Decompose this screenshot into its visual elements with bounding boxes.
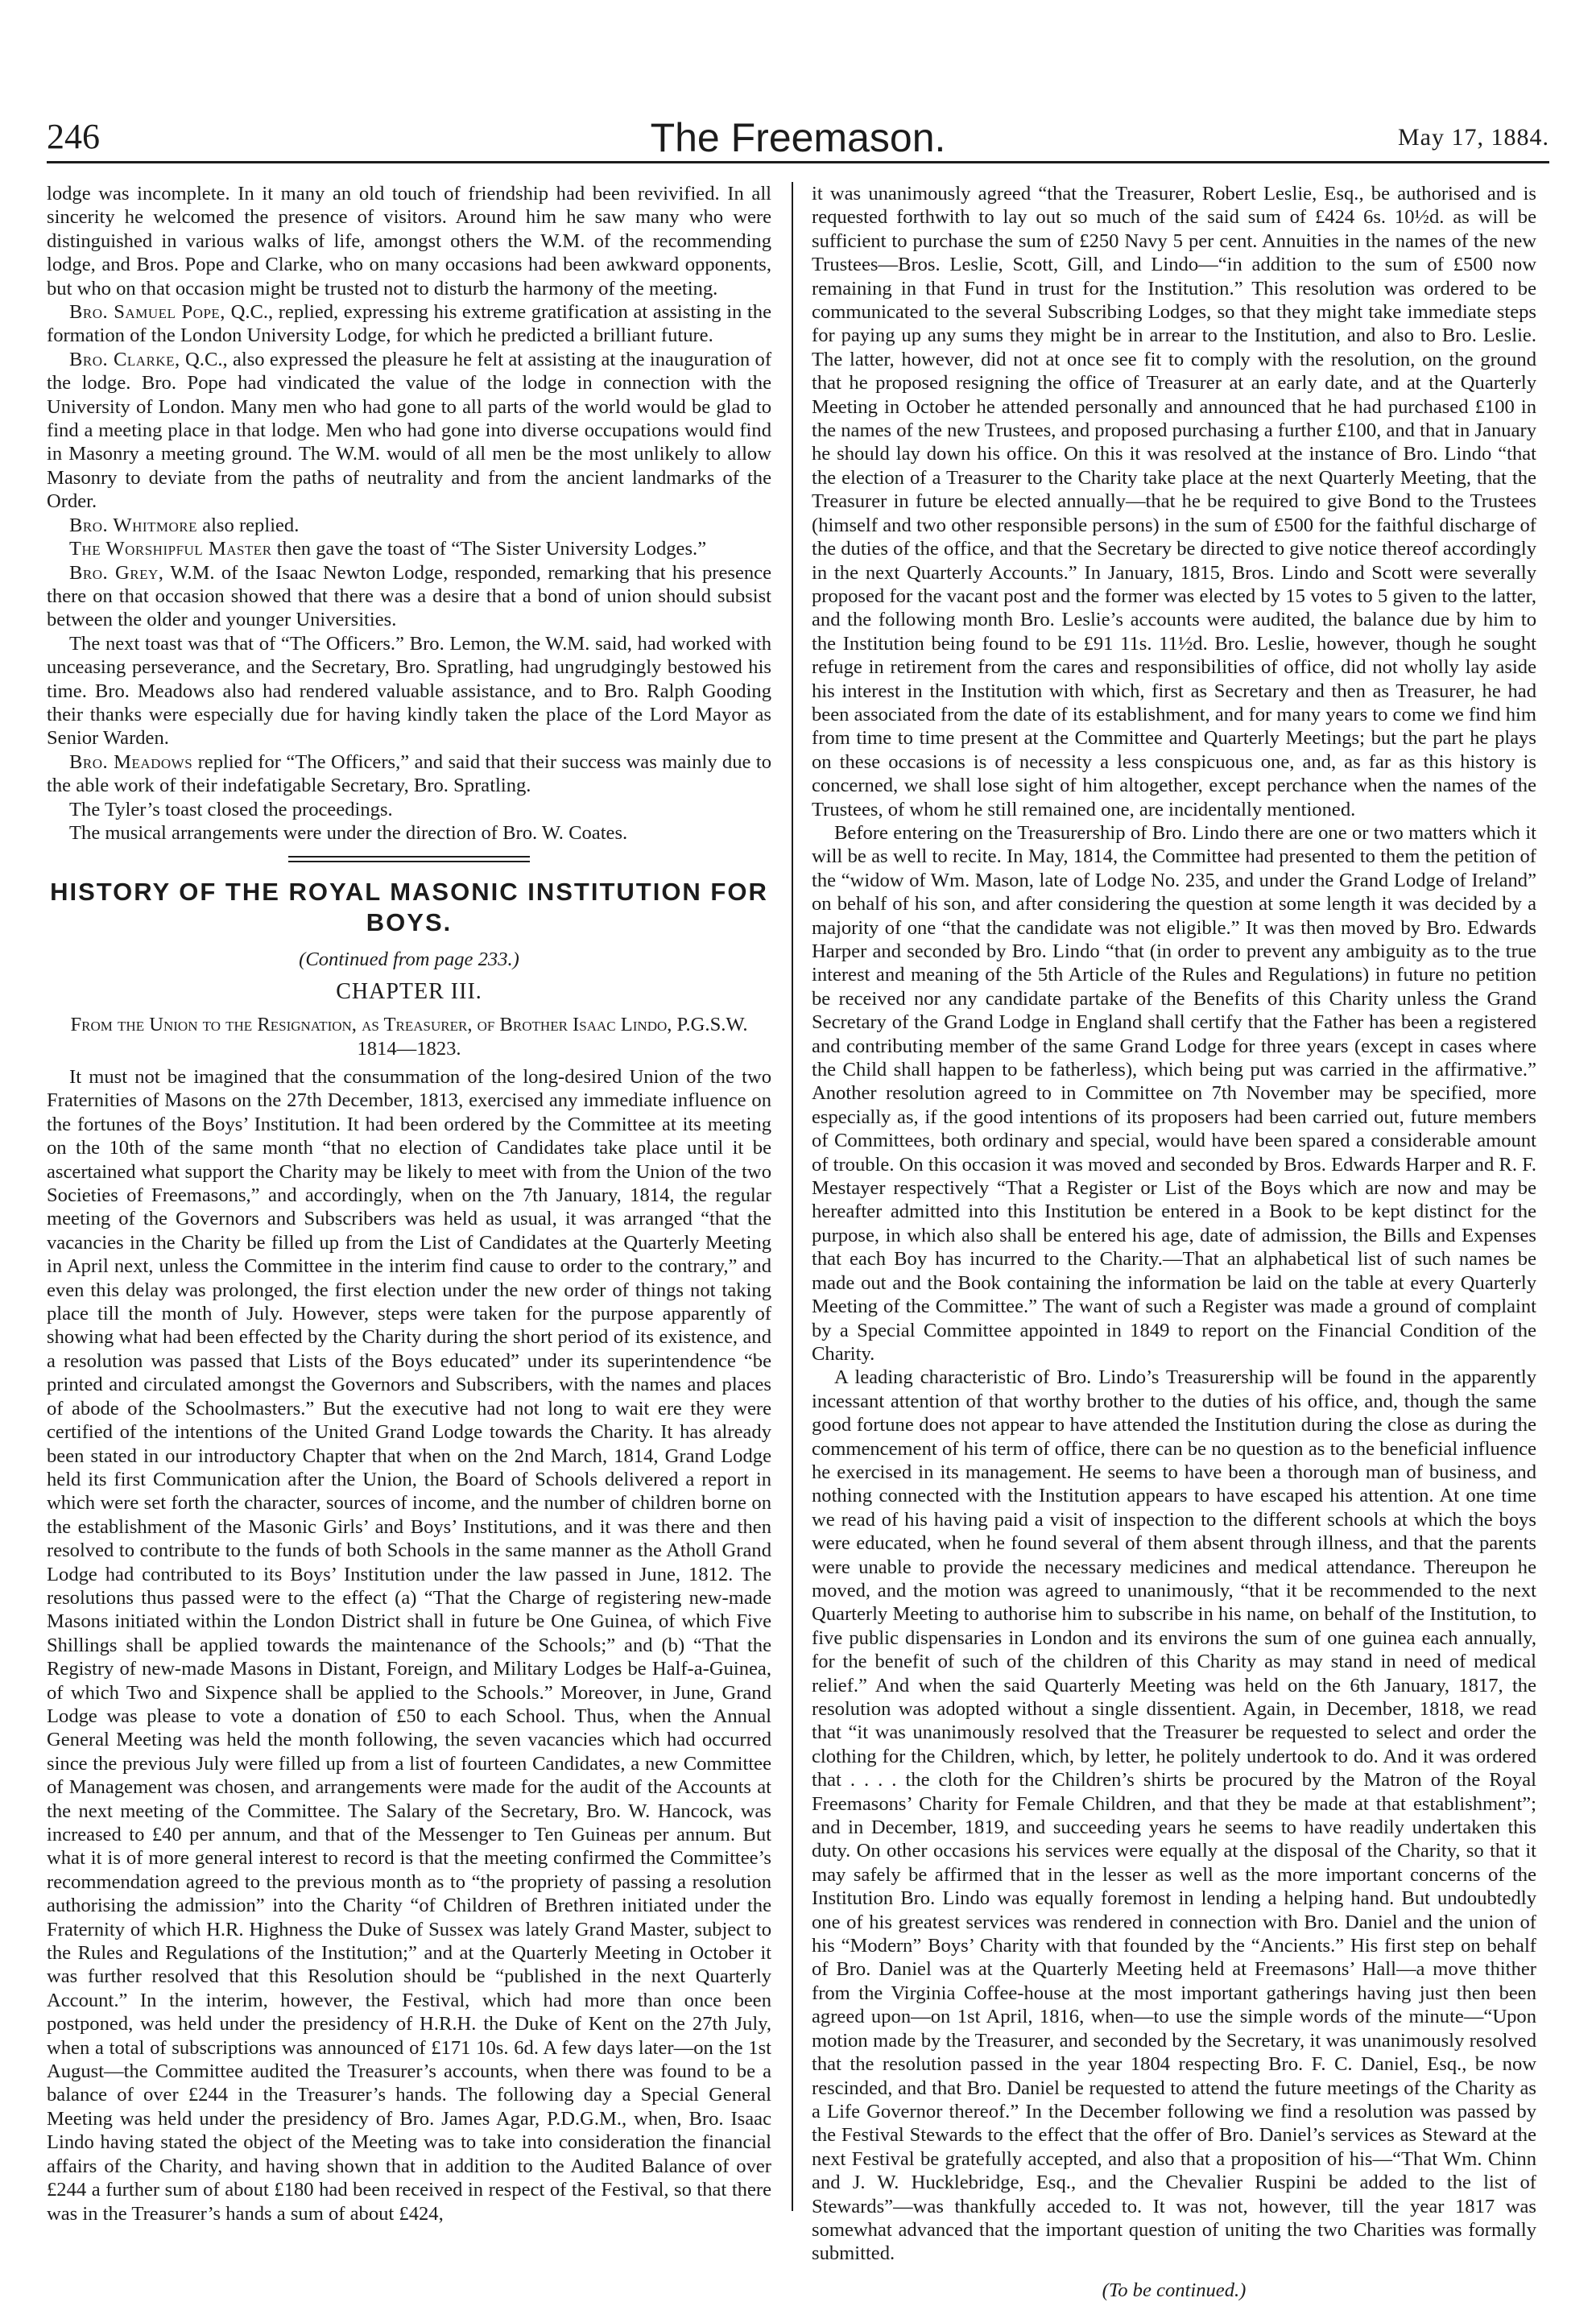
paragraph: it was unanimously agreed “that the Treasurer, Robert Leslie, Esq., be authorised and is requested forthwith to lay out so much of the said sum of £424 6s. 10½d. as will be sufficient to purchase the sum of £250 Navy 5 per cent. Annuities in the names of the new Trustees—Bros. Leslie, Scott, Gill, and Lindo—“in addition to the sum of £500 now remaining in that Fund in trust for the Institution.” This resolution was ordered to be communicated to the several Subscribing Lodges, so that they might take immediate steps for paying up any sums they might be in arrear to the Institution, and also to Bro. Leslie. The latter, however, did not at once see fit to comply with the resolution, on the ground that he proposed resigning the office of Treasurer at an early date, and at the Quarterly Meeting in October he attended personally and announced that he had purchased £100 in the names of the new Trustees, and proposed purchasing a further £100, and that in January he should lay down his office. On this it was resolved at the instance of Bro. Lindo “that the election of a Treasurer to the Charity take place at the next Quarterly Meeting, that the Treasurer in future be elected annually—that he be required to give Bond to the Trustees (himself and two other responsible persons) in the sum of £500 for the faithful discharge of the duties of the office, and that the Secretary be directed to give notice thereof accordingly in the next Quarterly Accounts.” In January, 1815, Bros. Lindo and Scott were severally proposed for the vacant post and the former was elected by 15 votes to 5 given to the latter, and the following month Bro. Leslie’s accounts were audited, the balance due by him to the Institution being found to be £91 11s. 11½d. Bro. Leslie, however, though he sought refuge in retirement from the cares and responsibilities of office, did not wholly lay aside his interest in the Institution with which, first as Secretary and then as Treasurer, he had been associated from the date of its establishment, and for many years to come we find him from time to time present at the Committee and Quarterly Meetings; but the part he plays on these occasions is of necessity a less conspicuous one, and, as far as this history is concerned, we shall lose sight of him altogether, except perchance when the names of the Trustees, of whom he still remained one, are incidentally mentioned. bbox=[812, 183, 1536, 820]
chapter-heading: CHAPTER III. bbox=[336, 978, 482, 1004]
right-column bbox=[812, 182, 1536, 2301]
to-be-continued: (To be continued.) bbox=[1102, 2279, 1247, 2301]
speaker-name: Bro. Meadows bbox=[69, 750, 193, 773]
paragraph: The Tyler’s toast closed the proceedings. bbox=[69, 798, 393, 820]
paragraph-text: replied for “The Officers,” and said that their success was mainly due to the able work of their indefatigable Secretary, Bro. Spratling. bbox=[47, 750, 771, 797]
speaker-name: The Worshipful Master bbox=[69, 538, 272, 560]
paragraph: It must not be imagined that the consummation of the long-desired Union of the two Fraternities of Masons on the 27th December, 1813, exercised any immediate influence on the fortunes of the Boys’ Institution. It had been ordered by the Committee at its meeting on the 10th of the same month “that no election of Candidates take place until it be ascertained what support the Charity may be likely to meet with from the Union of the two Societies of Freemasons,” and accordingly, when on the 7th January, 1814, the regular meeting of the Governors and Subscribers was held as usual, it was arranged “that the vacancies in the Charity be filled up from the List of Candidates at the Quarterly Meeting in April next, unless the Committee in the interim find cause to order to the contrary,” and even this delay was prolonged, the first election under the new order of things not taking place till the month of July. However, steps were taken for the purpose apparently of showing what had been effected by the Charity during the short period of its existence, and a resolution was passed that Lists of the Boys educated” under its superintendence “be printed and circulated amongst the Governors and Subscribers, with the names and places of abode of the Schoolmasters.” But the executive had not long to wait ere they were certified of the intentions of the United Grand Lodge towards the Charity. It has already been stated in our introductory Chapter that when on the 2nd March, 1814, Grand Lodge held its first Communication after the Union, the Board of Schools delivered a report in which were set forth the character, sources of income, and the number of children borne on the establishment of the Masonic Girls’ and Boys’ Institutions, and it was there and then resolved to contribute to the funds of both Schools in the same manner as the Atholl Grand Lodge had contributed to its Boys’ Institution under the law passed in June, 1812. The resolutions thus passed were to the effect (a) “That the Charge of registering new-made Masons initiated within the London District shall in future be One Guinea, of which Five Shillings shall be applied towards the maintenance of the Schools;” and (b) “That the Registry of new-made Masons in Distant, Foreign, and Military Lodges be Half-a-Guinea, of which Two and Sixpence shall be applied to the Schools.” Moreover, in June, Grand Lodge was please to vote a donation of £50 to each School. Thus, when the Annual General Meeting was held the month following, the seven vacancies which had occurred since the previous July were filled up from a list of fourteen Candidates, a new Committee of Management was chosen, and arrangements were made for the audit of the Accounts at the next meeting of the Committee. The Salary of the Secretary, Bro. W. Hancock, was increased to £40 per annum, and that of the Messenger to Ten Guineas per annum. But what it is of more general interest to record is that the meeting confirmed the Committee’s recommendation agreed to the previous month as to “the propriety of passing a resolution authorising the admission” into the Charity “of Children of Brethren initiated under the Fraternity of which H.R. Highness the Duke of Sussex was lately Grand Master, subject to the Rules and Regulations of the Institution;” and at the Quarterly Meeting in October it was further resolved that this Resolution should be “published in the next Quarterly Account.” In the interim, however, the Festival, which had more than once been postponed, was held under the presidency of H.R.H. the Duke of Kent on the 27th July, when a total of subscriptions was announced of £171 10s. 6d. A few days later—on the 1st August—the Committee audited the Treasurer’s accounts, when there was found to be a balance of over £244 in the Treasurer’s hands. The following day a Special General Meeting was held under the presidency of Bro. James Agar, P.D.G.M., when, Bro. Isaac Lindo having stated the object of the Meeting was to take into consideration the financial affairs of the Charity, and having shown that in addition to the Audited Balance of over £244 a further sum of about £180 had been received in respect of the Festival, so that there was in the Treasurer’s hands a sum of about £424, bbox=[47, 1066, 771, 2225]
article-title: HISTORY OF THE ROYAL MASONIC INSTITUTION FOR BOYS. bbox=[50, 878, 768, 937]
paragraph bbox=[47, 537, 771, 560]
chapter-subtitle: From the Union to the Resignation, as Treasurer, of Brother Isaac Lindo, P.G.S.W. 1814—1823. bbox=[70, 1014, 748, 1060]
speaker-name: Bro. Samuel Pope, bbox=[69, 301, 225, 324]
paragraph bbox=[47, 750, 771, 798]
issue-date: May 17, 1884. bbox=[1398, 124, 1549, 151]
section-divider bbox=[288, 861, 530, 862]
speaker-name: Bro. Clarke, bbox=[69, 348, 180, 370]
paragraph-text: Q.C., also expressed the pleasure he felt at assisting at the inauguration of the lodge. Bro. Pope had vindicated the value of the lodge in connection with the University of London. Many men who had gone to all parts of the world would be glad to find a meeting place in that lodge. Men who had gone into diverse occupations would find in Masonry a meeting ground. The W.M. would of all men be the most unlikely to allow Masonry to deviate from the paths of neutrality and from the ancient landmarks of the Order. bbox=[47, 348, 772, 513]
paragraph-text: then gave the toast of “The Sister University Lodges.” bbox=[276, 538, 707, 560]
paragraph: A leading characteristic of Bro. Lindo’s Treasurership will be found in the apparently incessant attention of that worthy brother to the duties of his office, and, though the same good fortune does not appear to have attended the Institution during the close as during the commencement of his term of office, there can be no question as to the beneficial influence he exercised in its management. He seems to have been a thorough man of business, and nothing connected with the Institution appears to have escaped his attention. At one time we read of his having paid a visit of inspection to the different schools at which the boys were educated, when he found several of them absent through illness, and that the parents were unable to provide the necessary medicines and medical attendance. Thereupon he moved, and the motion was agreed to unanimously, “that it be recommended to the next Quarterly Meeting to authorise him to subscribe in his name, on behalf of the Institution, to five public dispensaries in London and its environs the sum of one guinea each annually, for the benefit of such of the children of this Charity as may stand in need of medical relief.” And when the said Quarterly Meeting was held on the 6th January, 1817, the resolution was adopted without a single dissentient. Again, in December, 1818, we read that “it was unanimously resolved that the Treasurer be requested to select and order the clothing for the Children, which, by letter, he politely undertook to do. And it was ordered that . . . . the cloth for the Children’s shirts be procured by the Matron of the Royal Freemasons’ Charity for Female Children, and that they be made at that establishment”; and in December, 1819, and succeeding years he seems to have readily undertaken this duty. On other occasions his services were equally at the disposal of the Charity, so that it may safely be affirmed that in the lesser as well as the more important concerns of the Institution Bro. Lindo was equally foremost in lending a helping hand. But undoubtedly one of his greatest services was rendered in connection with Bro. Daniel and the union of his “Modern” Boys’ Charity with that founded by the “Ancients.” His first step on behalf of Bro. Daniel was at the Quarterly Meeting held at Freemasons’ Hall—a move thither from the Virginia Coffee-house at the most important gatherings having just then been agreed upon—on 1st April, 1816, when—to use the simple words of the minute—“Upon motion made by the Treasurer, and seconded by the Secretary, it was unanimously resolved that the resolution passed in the year 1804 respecting Bro. F. C. Daniel, Esq., be now rescinded, and that Bro. Daniel be requested to attend the future meetings of the Charity as a Life Governor thereof.” In the December following we find a resolution was passed by the Festival Stewards to the effect that the offer of Bro. Daniel’s services as Steward at the next Festival be gratefully accepted, and also that a proposition of his—“That Wm. Chinn and J. W. Hucklebridge, Esq., and the Chevalier Ruspini be added to the list of Stewards”—was thankfully acceded to. It was not, however, till the year 1817 was somewhat advanced that the important question of uniting the two Charities was formally submitted. bbox=[812, 1366, 1536, 2265]
page-number: 246 bbox=[47, 117, 100, 156]
continued-note: (Continued from page 233.) bbox=[299, 948, 519, 971]
section-divider bbox=[288, 856, 530, 858]
paragraph-text: W.M. of the Isaac Newton Lodge, responded, remarking that his presence there on that occasion showed that there was a desire that a bond of union should subsist between the older and younger Universities. bbox=[47, 561, 771, 631]
paragraph: lodge was incomplete. In it many an old touch of friendship had been revivified. In all sincerity he welcomed the presence of visitors. Around him he saw many who were distinguished in various walks of life, amongst others the W.M. of the recommending lodge, and Bros. Pope and Clarke, who on many occasions had been awkward opponents, but who on that occasion might be trusted not to disturb the harmony of the meeting. bbox=[47, 183, 771, 300]
paragraph-text: also replied. bbox=[202, 514, 300, 536]
paragraph bbox=[47, 561, 771, 632]
speaker-name: Bro. Grey, bbox=[69, 561, 164, 584]
left-column bbox=[47, 182, 772, 2225]
paragraph-text: Q.C., replied, expressing his extreme gratification at assisting in the formation of the London University Lodge, for which he predicted a brilliant future. bbox=[47, 301, 771, 347]
paragraph bbox=[47, 300, 771, 348]
paragraph bbox=[47, 348, 771, 514]
paragraph bbox=[47, 514, 771, 537]
paragraph: The next toast was that of “The Officers.” Bro. Lemon, the W.M. said, had worked with unceasing perseverance, and the Secretary, Bro. Spratling, had ungrudgingly bestowed his time. Bro. Meadows also had rendered valuable assistance, and to Bro. Ralph Gooding their thanks were especially due for having kindly taken the place of the Lord Mayor as Senior Warden. bbox=[47, 632, 771, 750]
paragraph: The musical arrangements were under the direction of Bro. W. Coates. bbox=[69, 821, 628, 844]
newspaper-masthead: The Freemason. bbox=[650, 115, 946, 160]
speaker-name: Bro. Whitmore bbox=[69, 514, 198, 536]
paragraph: Before entering on the Treasurership of Bro. Lindo there are one or two matters which it will be as well to recite. In May, 1814, the Committee had presented to them the petition of the “widow of Wm. Mason, late of Lodge No. 235, and under the Grand Lodge of Ireland” on behalf of his son, and after considering the question at some length it was decided by a majority of one “that the candidate was not eligible.” It was then moved by Bro. Edwards Harper and seconded by Bro. Lindo “that (in order to prevent any ambiguity as to the true interest and meaning of the 5th Article of the Rules and Regulations) in future no petition be received nor any candidate partake of the Benefits of this Charity unless the Grand Secretary of the Grand Lodge in England shall certify that the Father has been a registered and contributing member of the same Grand Lodge for three years (except in cases where the Child shall happen to be fatherless), which being put was carried in the affirmative.” Another resolution agreed to in Committee on 7th November may be specified, more especially as, if the good intentions of its proposers had been carried out, future members of Committees, both ordinary and special, would have been spared a considerable amount of trouble. On this occasion it was moved and seconded by Bros. Edwards Harper and R. F. Mestayer respectively “That a Register or List of the Boys which are now and may be hereafter admitted into this Institution be entered in a Book to be kept distinct for the purpose, in which also shall be entered his age, date of admission, the Bills and Expenses that each Boy has incurred to the Charity.—That an alphabetical list of such names be made out and the Book containing the information be laid on the table at every Quarterly Meeting of the Committee.” The want of such a Register was made a ground of complaint by a Special Committee appointed in 1849 to report on the Financial Condition of the Charity. bbox=[812, 821, 1536, 1365]
column-divider bbox=[792, 182, 793, 2211]
page-header bbox=[47, 116, 1549, 163]
